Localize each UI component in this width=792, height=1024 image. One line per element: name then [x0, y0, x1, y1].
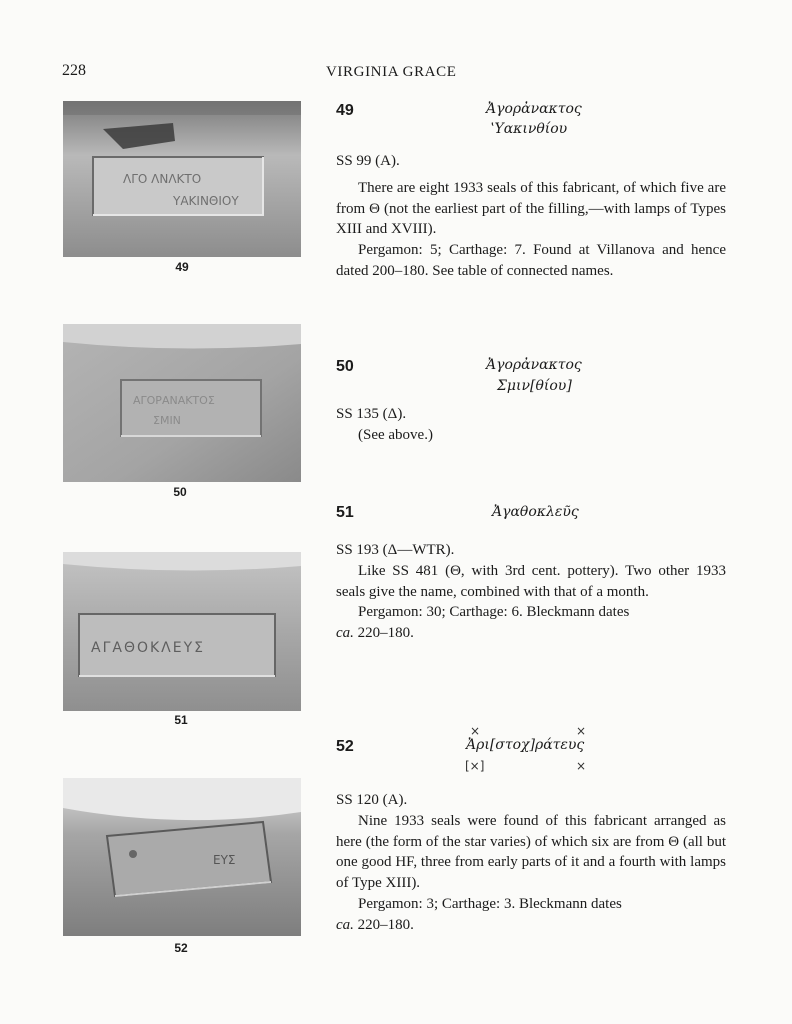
entry-number-51: 51 — [336, 504, 354, 521]
page-number: 228 — [62, 62, 86, 79]
amphora-stamp-photo-51 — [63, 552, 301, 711]
entry-paragraph — [336, 602, 726, 644]
catalogue-ref: SS 99 (Α). — [336, 153, 400, 169]
stamp-legend-line2-49: ʽΥακινθίου — [490, 121, 568, 137]
stamp-legend-51: Ἀγαθοκλεῦς — [492, 504, 579, 520]
circa-abbrev: ca. — [336, 625, 354, 642]
entry-paragraph-text: 220–180. — [353, 916, 414, 933]
amphora-stamp-photo-52 — [63, 778, 301, 936]
entry-number-50: 50 — [336, 358, 354, 375]
star-mark-bottom-right: × — [576, 759, 587, 773]
stamp-legend-52: Ἀρι[στοχ]ράτευς — [466, 737, 585, 753]
entry-paragraph: Like SS 481 (Θ, with 3rd cent. pottery). Two other 1933 seals give the name, combined with that of a month. — [336, 562, 726, 600]
entry-text-51 — [336, 540, 726, 644]
entry-paragraph: (See above.) — [358, 426, 433, 443]
running-title: VIRGINIA GRACE — [326, 64, 457, 80]
amphora-stamp-photo-50 — [63, 324, 301, 482]
svg-text:ΕΥΣ: ΕΥΣ — [213, 853, 236, 867]
stamp-legend-line2-50: Σμιν[θίου] — [497, 378, 572, 394]
entry-number-52: 52 — [336, 738, 354, 755]
star-mark-bottom-left: [×] — [465, 759, 485, 773]
catalogue-ref: SS 193 (Δ—WTR). — [336, 542, 455, 558]
entry-paragraph — [336, 894, 726, 936]
figure-label-50: 50 — [173, 485, 187, 499]
entry-paragraph-text: Pergamon: 30; Carthage: 6. Bleckmann dates — [358, 604, 630, 621]
star-mark-top-left: × — [470, 724, 481, 738]
entry-paragraph: Pergamon: 5; Carthage: 7. Found at Villanova and hence dated 200–180. See table of connected names. — [336, 242, 726, 279]
catalogue-ref: SS 135 (Δ). — [336, 406, 407, 422]
entry-number-49: 49 — [336, 102, 354, 119]
figure-label-49: 49 — [175, 260, 189, 274]
figure-label-52: 52 — [174, 941, 188, 955]
entry-text-52 — [336, 790, 726, 936]
figure-label-51: 51 — [174, 713, 188, 727]
amphora-stamp-photo-49 — [63, 101, 301, 257]
svg-text:ΣΜΙΝ: ΣΜΙΝ — [153, 414, 181, 427]
entry-paragraph-text: Pergamon: 3; Carthage: 3. Bleckmann dates — [358, 895, 622, 912]
entry-text-49 — [336, 151, 726, 282]
entry-text-50 — [336, 404, 726, 446]
entry-paragraph: There are eight 1933 seals of this fabricant, of which five are from Θ (not the earliest part of the filling,—with lamps of Types XIII and XVIII). — [336, 179, 726, 238]
svg-text:ΛΓΟ ΛΝΛΚΤΟ: ΛΓΟ ΛΝΛΚΤΟ — [123, 172, 202, 186]
svg-text:ΑΓΑΘΟΚΛΕΥΣ: ΑΓΑΘΟΚΛΕΥΣ — [91, 640, 205, 656]
entry-paragraph: Nine 1933 seals were found of this fabricant arranged as here (the form of the star varies) of which six are from Θ (all but one good HF, three from early parts of it and a fourth with lamps of Type XIII). — [336, 812, 726, 892]
svg-text:ΑΓΟΡΑΝΑΚΤΟΣ: ΑΓΟΡΑΝΑΚΤΟΣ — [133, 394, 215, 407]
circa-abbrev: ca. — [336, 916, 354, 933]
entry-paragraph-text: 220–180. — [353, 625, 414, 642]
stamp-legend-line1-49: Ἀγορἀνακτος — [486, 101, 582, 117]
stamp-legend-line1-50: Ἀγορἀνακτος — [486, 357, 582, 373]
star-mark-top-right: × — [576, 724, 587, 738]
catalogue-ref: SS 120 (Α). — [336, 792, 408, 808]
svg-text:ΥΑΚΙΝΘΙΟΥ: ΥΑΚΙΝΘΙΟΥ — [173, 194, 239, 208]
